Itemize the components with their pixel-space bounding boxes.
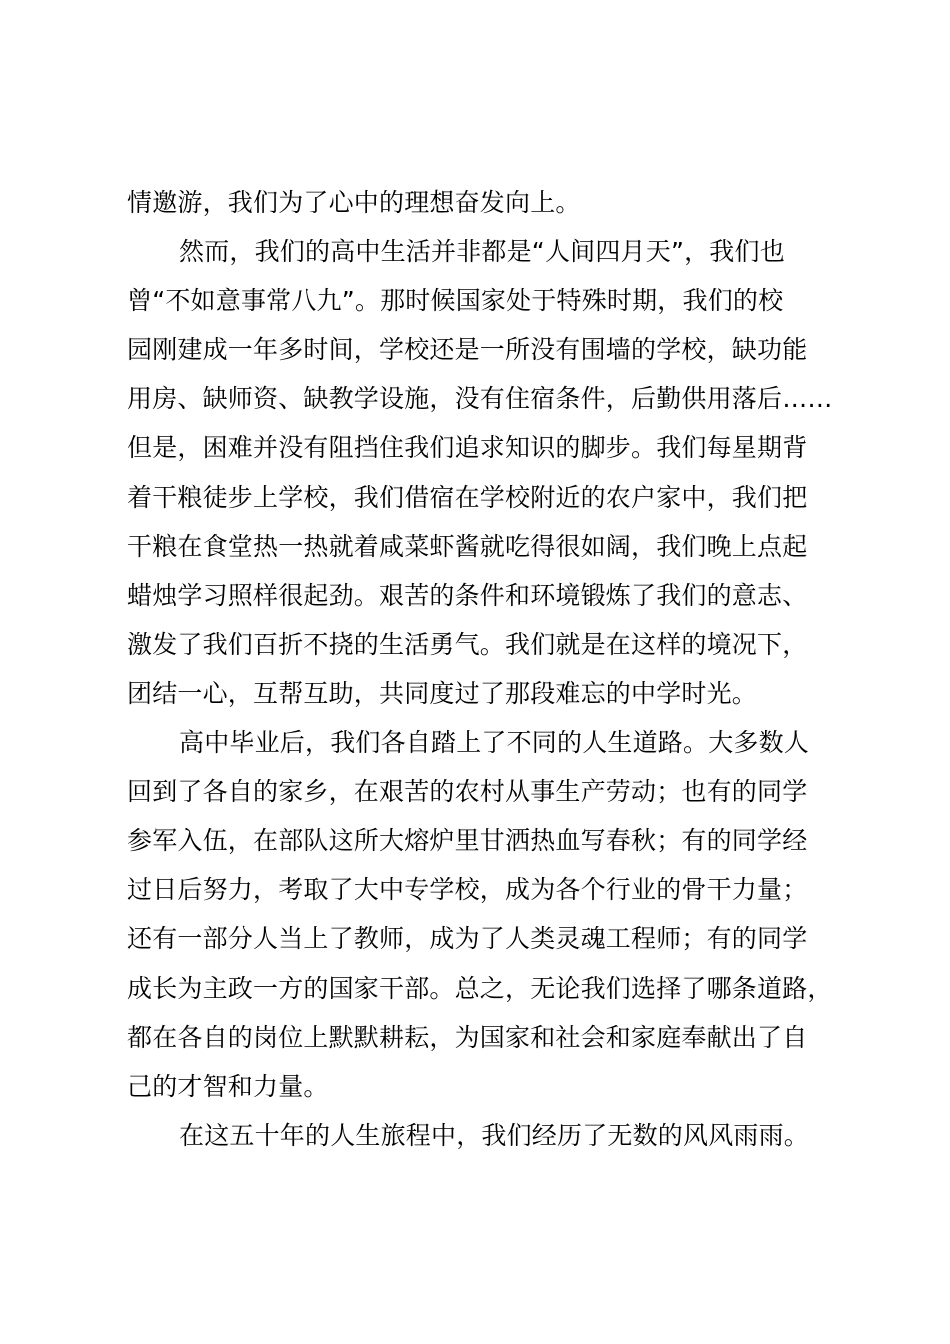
text-line: 用房、缺师资、缺教学设施，没有住宿条件，后勤供用落后…… [127, 384, 833, 414]
text-line: 己的才智和力量。 [127, 1071, 329, 1101]
body-text [127, 178, 833, 1160]
text-line: 蜡烛学习照样很起劲。艰苦的条件和环境锻炼了我们的意志、 [127, 580, 808, 610]
text-line: 情邀游，我们为了心中的理想奋发向上。 [127, 188, 581, 217]
text-line: 都在各自的岗位上默默耕耘，为国家和社会和家庭奉献出了自 [127, 1022, 808, 1052]
paragraph-start-line: 然而，我们的高中生活并非都是“人间四月天”，我们也 [179, 237, 785, 267]
text-line: 团结一心，互帮互助，共同度过了那段难忘的中学时光。 [127, 678, 758, 708]
text-line: 过日后努力，考取了大中专学校，成为各个行业的骨干力量； [127, 875, 808, 905]
text-line: 园刚建成一年多时间，学校还是一所没有围墙的学校，缺功能 [127, 335, 808, 365]
paragraph-start-line: 在这五十年的人生旅程中，我们经历了无数的风风雨雨。 [179, 1120, 810, 1150]
text-line: 干粮在食堂热一热就着咸菜虾酱就吃得很如阔，我们晚上点起 [127, 531, 808, 561]
text-line: 成长为主政一方的国家干部。总之，无论我们选择了哪条道路， [127, 973, 833, 1003]
paragraph-start-line: 高中毕业后，我们各自踏上了不同的人生道路。大多数人 [179, 728, 810, 758]
text-line: 参军入伍，在部队这所大熔炉里甘洒热血写春秋；有的同学经 [127, 826, 808, 856]
text-line: 但是，困难并没有阻挡住我们追求知识的脚步。我们每星期背 [127, 433, 808, 463]
text-line: 着干粮徒步上学校，我们借宿在学校附近的农户家中，我们把 [127, 482, 808, 512]
text-line: 激发了我们百折不挠的生活勇气。我们就是在这样的境况下， [127, 629, 808, 659]
text-line: 回到了各自的家乡，在艰苦的农村从事生产劳动；也有的同学 [127, 777, 808, 807]
text-line: 曾“不如意事常八九”。那时候国家处于特殊时期，我们的校 [127, 286, 784, 316]
text-line: 还有一部分人当上了教师，成为了人类灵魂工程师；有的同学 [127, 924, 808, 954]
